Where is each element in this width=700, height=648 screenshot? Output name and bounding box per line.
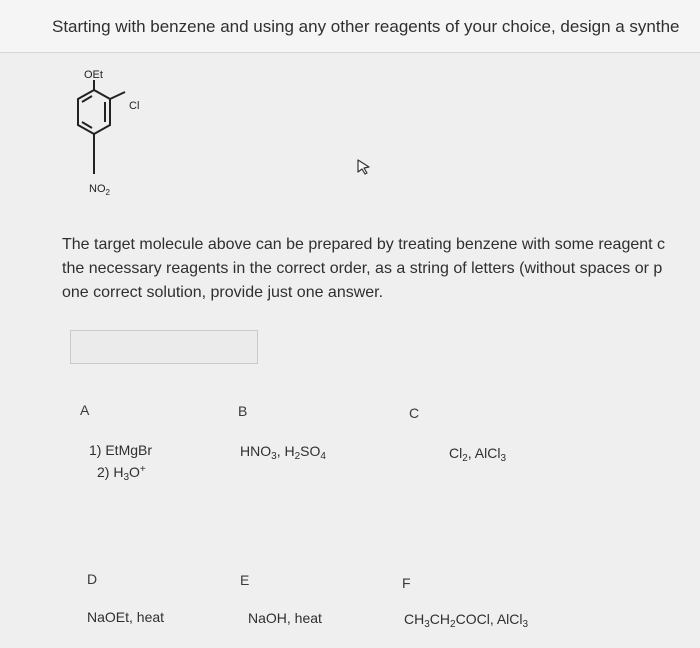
option-c-letter: C [409,405,420,421]
question-prompt: Starting with benzene and using any other reagents of your choice, design a synthe [52,17,680,36]
ethoxy-label: OEt [84,69,103,81]
question-header [0,0,700,53]
description-line-3: one correct solution, provide just one answer. [62,284,384,301]
target-molecule-structure [55,62,175,202]
option-f-letter: F [402,575,411,591]
option-d-reagent: NaOEt, heat [87,609,165,625]
option-b-reagent: $HNO_3$, $H_2SO_4$ [240,443,326,462]
option-d-letter: D [87,571,98,587]
option-a-letter: A [80,402,90,418]
nitro-label: $NO_2$ [89,183,110,197]
option-a-reagent [89,440,152,488]
answer-input[interactable] [70,330,258,364]
option-b-letter: B [238,403,248,419]
option-a-step-1: 1) EtMgBr [89,442,153,458]
option-c-reagent: $Cl_2$, AlCl$_3$ [449,445,507,464]
description-line-1: The target molecule above can be prepared by treating benzene with some reagent c [62,236,666,253]
option-e-letter: E [240,572,250,588]
benzene-ring [78,80,125,174]
description-line-2: the necessary reagents in the correct order, as a string of letters (without spaces or p [62,260,663,277]
option-a-step-2: 2) $H_3O^+$ [97,464,146,483]
option-e-reagent: NaOH, heat [248,610,322,626]
question-description [62,233,700,305]
mouse-pointer-icon [357,159,371,175]
chloro-label: Cl [129,100,140,112]
option-f-reagent: $CH_3CH_2COCl$, AlCl$_3$ [404,611,529,630]
